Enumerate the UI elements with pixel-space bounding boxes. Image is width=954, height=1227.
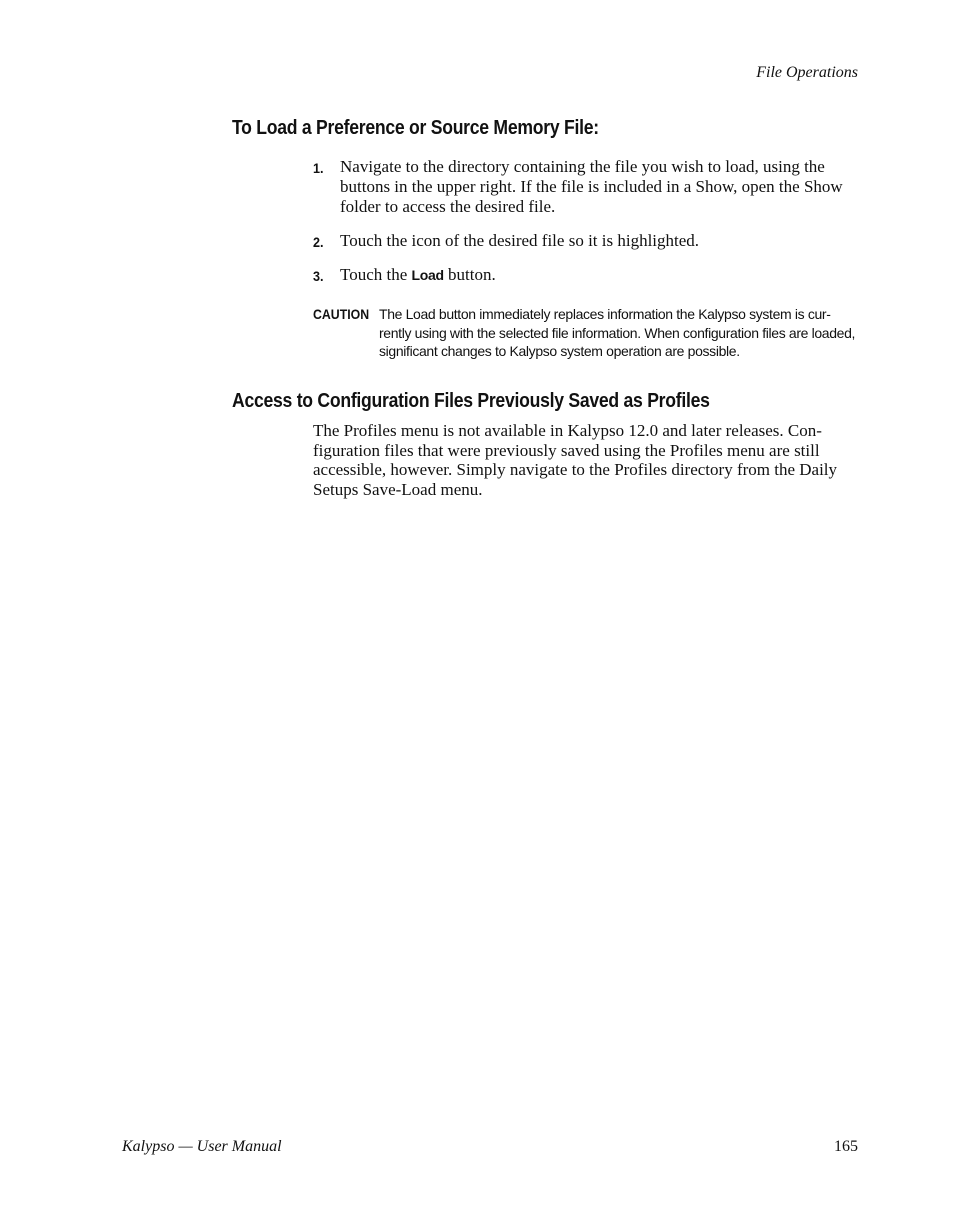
caution-text: The Load button immediately replaces information the Kalypso system is cur- rently using with the selected file information. When configuration files are loaded, significant changes to Kalypso system operation are possible. xyxy=(379,306,856,359)
step-2 xyxy=(313,231,861,251)
footer-manual-title: Kalypso — User Manual xyxy=(122,1138,282,1155)
section-heading-profiles: Access to Configuration Files Previously Saved as Profiles xyxy=(232,390,710,412)
step-text: Navigate to the directory containing the file you wish to load, using the buttons in the upper right. If the file is included in a Show, open the Show folder to access the desired file. xyxy=(340,157,843,216)
profiles-paragraph: The Profiles menu is not available in Kalypso 12.0 and later releases. Con- figuration files that were previously saved using the Profiles menu are still accessible, however. Simply navigate to the Profiles directory from the Daily Setups Save-Load menu. xyxy=(313,421,838,499)
step-text-after: button. xyxy=(443,265,496,284)
step-3 xyxy=(313,265,861,285)
running-header: File Operations xyxy=(756,64,858,81)
step-number: 1. xyxy=(313,160,324,176)
step-number: 2. xyxy=(313,234,324,250)
step-text: Touch the icon of the desired file so it is highlighted. xyxy=(340,231,700,250)
step-text-before: Touch the xyxy=(340,265,412,284)
load-steps-list xyxy=(313,157,861,299)
step-number: 3. xyxy=(313,268,324,284)
load-button-label: Load xyxy=(411,267,444,283)
page-number: 165 xyxy=(834,1138,858,1155)
section-heading-load-file: To Load a Preference or Source Memory File: xyxy=(232,117,599,139)
caution-note xyxy=(313,305,858,361)
caution-label: CAUTION xyxy=(313,306,370,322)
step-1 xyxy=(313,157,861,217)
